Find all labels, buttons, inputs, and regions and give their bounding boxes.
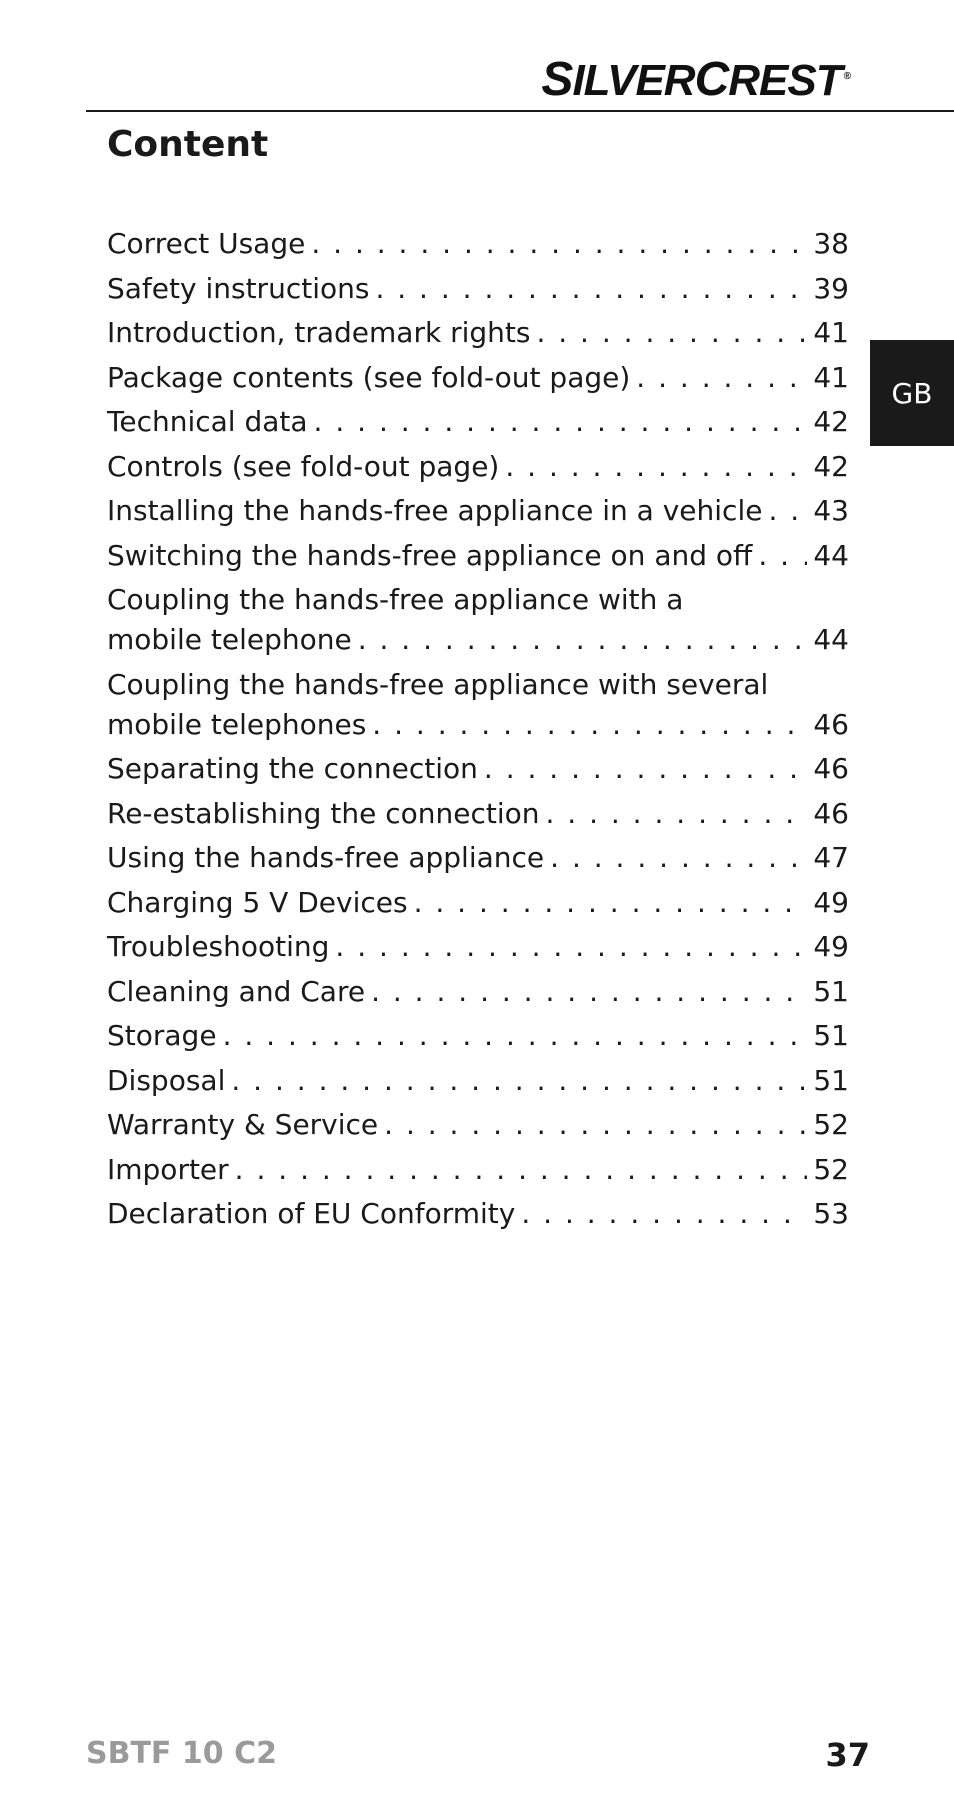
toc-row bbox=[107, 358, 849, 398]
toc-dot-leader bbox=[505, 447, 807, 487]
toc-entry-title: Package contents (see fold-out page) bbox=[107, 360, 631, 394]
toc-entry-title: Storage bbox=[107, 1019, 217, 1052]
brand-text: REST bbox=[728, 56, 842, 105]
footer-page-number: 37 bbox=[825, 1736, 870, 1774]
toc-entry[interactable] bbox=[107, 402, 849, 442]
toc-page-number: 51 bbox=[813, 974, 849, 1008]
toc-entry-title: Using the hands-free appliance bbox=[107, 841, 545, 874]
toc-dot-leader bbox=[235, 1150, 807, 1190]
toc-row bbox=[107, 794, 849, 834]
toc-row bbox=[107, 1105, 849, 1145]
toc-entry[interactable] bbox=[107, 580, 849, 660]
toc-row bbox=[107, 580, 849, 620]
table-of-contents bbox=[107, 224, 849, 1239]
toc-page-number: 41 bbox=[813, 316, 849, 349]
toc-entry-title: Troubleshooting bbox=[107, 930, 330, 963]
toc-page-number: 53 bbox=[813, 1197, 849, 1230]
toc-entry-title: Installing the hands-free appliance in a vehicle bbox=[107, 494, 763, 527]
toc-row bbox=[107, 1194, 849, 1234]
toc-dot-leader bbox=[311, 224, 807, 264]
toc-entry-title: Charging 5 V Devices bbox=[107, 885, 408, 919]
toc-entry[interactable] bbox=[107, 536, 849, 576]
toc-entry-title: Coupling the hands-free appliance with several bbox=[107, 667, 769, 701]
toc-entry-title: Declaration of EU Conformity bbox=[107, 1197, 516, 1230]
toc-page-number: 46 bbox=[813, 796, 849, 830]
toc-entry-title: mobile telephone bbox=[107, 623, 352, 656]
toc-dot-leader bbox=[335, 927, 807, 967]
toc-dot-leader bbox=[314, 402, 807, 442]
toc-dot-leader bbox=[636, 358, 807, 398]
toc-page-number: 41 bbox=[813, 360, 849, 394]
toc-entry[interactable] bbox=[107, 749, 849, 789]
toc-entry-title: Re-establishing the connection bbox=[107, 796, 540, 830]
toc-entry-title: Switching the hands-free appliance on and off bbox=[107, 538, 753, 572]
toc-page-number: 46 bbox=[813, 752, 849, 785]
toc-dot-leader bbox=[371, 972, 807, 1012]
toc-dot-leader bbox=[758, 536, 807, 576]
toc-entry[interactable] bbox=[107, 447, 849, 487]
toc-entry[interactable] bbox=[107, 1194, 849, 1234]
footer-model-number: SBTF 10 C2 bbox=[86, 1736, 277, 1771]
toc-row bbox=[107, 749, 849, 789]
toc-page-number: 52 bbox=[813, 1108, 849, 1141]
toc-row bbox=[107, 1150, 849, 1190]
toc-entry-title: Disposal bbox=[107, 1063, 226, 1097]
toc-row bbox=[107, 972, 849, 1012]
toc-entry-title: Separating the connection bbox=[107, 752, 478, 785]
toc-page-number: 49 bbox=[813, 885, 849, 919]
toc-dot-leader bbox=[521, 1194, 807, 1234]
toc-entry[interactable] bbox=[107, 1061, 849, 1101]
toc-entry-title: Importer bbox=[107, 1152, 229, 1186]
toc-entry[interactable] bbox=[107, 1150, 849, 1190]
toc-row bbox=[107, 1016, 849, 1056]
registered-mark: ® bbox=[843, 71, 850, 83]
toc-row bbox=[107, 491, 849, 531]
toc-entry-title: Correct Usage bbox=[107, 227, 306, 260]
toc-entry-title: Controls (see fold-out page) bbox=[107, 449, 500, 483]
toc-entry[interactable] bbox=[107, 224, 849, 264]
toc-row bbox=[107, 705, 849, 745]
toc-row bbox=[107, 665, 849, 705]
toc-entry[interactable] bbox=[107, 794, 849, 834]
brand-letter: C bbox=[694, 53, 729, 106]
toc-entry[interactable] bbox=[107, 838, 849, 878]
toc-entry-title: mobile telephones bbox=[107, 707, 367, 741]
toc-dot-leader bbox=[545, 794, 807, 834]
toc-entry-title: Cleaning and Care bbox=[107, 974, 366, 1008]
toc-entry[interactable] bbox=[107, 883, 849, 923]
toc-entry[interactable] bbox=[107, 358, 849, 398]
toc-dot-leader bbox=[414, 883, 807, 923]
toc-page-number: 46 bbox=[813, 707, 849, 741]
toc-entry[interactable] bbox=[107, 313, 849, 353]
toc-row bbox=[107, 927, 849, 967]
toc-entry[interactable] bbox=[107, 1105, 849, 1145]
toc-entry-title: Coupling the hands-free appliance with a bbox=[107, 583, 684, 616]
toc-row bbox=[107, 269, 849, 309]
toc-dot-leader bbox=[384, 1105, 807, 1145]
toc-entry[interactable] bbox=[107, 927, 849, 967]
toc-row bbox=[107, 620, 849, 660]
toc-dot-leader bbox=[768, 491, 807, 531]
header-divider bbox=[86, 110, 954, 112]
toc-page-number: 42 bbox=[813, 405, 849, 438]
toc-page-number: 51 bbox=[813, 1019, 849, 1052]
page-title: Content bbox=[107, 124, 269, 165]
toc-row bbox=[107, 313, 849, 353]
toc-dot-leader bbox=[484, 749, 807, 789]
toc-entry[interactable] bbox=[107, 665, 849, 745]
toc-page-number: 42 bbox=[813, 449, 849, 483]
toc-row bbox=[107, 536, 849, 576]
toc-page-number: 39 bbox=[813, 271, 849, 305]
brand-letter: S bbox=[541, 53, 573, 106]
toc-entry[interactable] bbox=[107, 269, 849, 309]
toc-row bbox=[107, 447, 849, 487]
toc-row bbox=[107, 1061, 849, 1101]
toc-page-number: 44 bbox=[813, 623, 849, 656]
toc-page-number: 38 bbox=[813, 227, 849, 260]
brand-logo bbox=[541, 52, 850, 107]
toc-entry[interactable] bbox=[107, 491, 849, 531]
toc-dot-leader bbox=[358, 620, 807, 660]
toc-row bbox=[107, 838, 849, 878]
toc-row bbox=[107, 402, 849, 442]
toc-entry[interactable] bbox=[107, 972, 849, 1012]
toc-entry-title: Warranty & Service bbox=[107, 1108, 379, 1141]
toc-row bbox=[107, 883, 849, 923]
toc-entry-title: Technical data bbox=[107, 405, 308, 438]
brand-text: ILVER bbox=[572, 56, 695, 105]
toc-page-number: 49 bbox=[813, 930, 849, 963]
toc-row bbox=[107, 224, 849, 264]
toc-dot-leader bbox=[223, 1016, 807, 1056]
toc-page-number: 47 bbox=[813, 841, 849, 874]
toc-page-number: 43 bbox=[813, 494, 849, 527]
toc-page-number: 52 bbox=[813, 1152, 849, 1186]
toc-dot-leader bbox=[375, 269, 807, 309]
toc-page-number: 51 bbox=[813, 1063, 849, 1097]
language-tab: GB bbox=[870, 340, 954, 446]
toc-dot-leader bbox=[550, 838, 807, 878]
toc-dot-leader bbox=[372, 705, 807, 745]
toc-entry[interactable] bbox=[107, 1016, 849, 1056]
toc-dot-leader bbox=[536, 313, 807, 353]
toc-entry-title: Safety instructions bbox=[107, 271, 370, 305]
toc-page-number: 44 bbox=[813, 538, 849, 572]
toc-entry-title: Introduction, trademark rights bbox=[107, 316, 531, 349]
toc-dot-leader bbox=[231, 1061, 807, 1101]
